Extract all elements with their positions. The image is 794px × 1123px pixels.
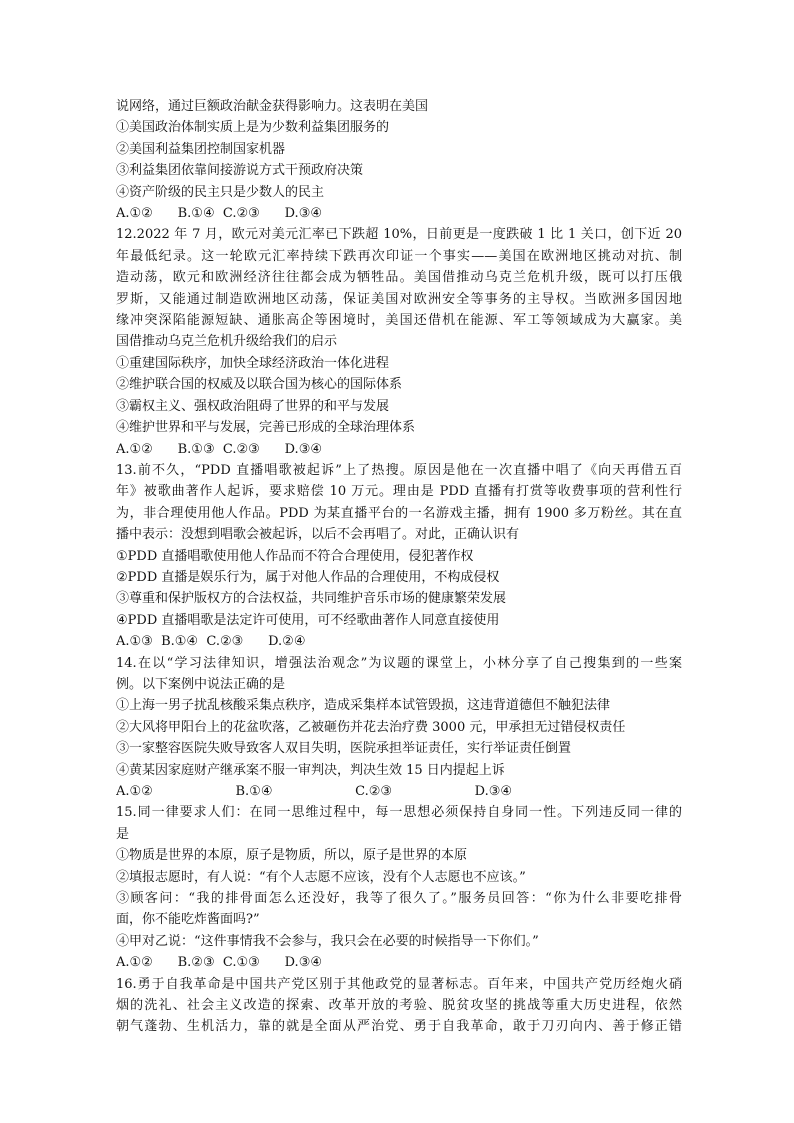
option-line: ③一家整容医院失败导致客人双目失明，医院承担举证责任，实行举证责任倒置 [116, 741, 572, 757]
option-line: ②大风将甲阳台上的花盆吹落，乙被砸伤并花去治疗费 3000 元，甲承担无过错侵权责任 [116, 719, 626, 735]
text-line: 罗斯，又能通过制造欧洲地区动荡，保证美国对欧洲安全等事务的主导权。当欧洲多国因地 [116, 291, 682, 307]
option-line: ③尊重和保护版权方的合法权益，共同维护音乐市场的健康繁荣发展 [116, 591, 507, 607]
text-line: 例。以下案例中说法正确的是 [116, 676, 286, 692]
text-line: 播中表示：没想到唱歌会被起诉，以后不会再唱了。对此，正确认识有 [116, 527, 520, 543]
option-line: ①物质是世界的本原，原子是物质，所以，原子是世界的本原 [116, 848, 468, 864]
option-line: ④黄某因家庭财产继承案不服一审判决，判决生效 15 日内提起上诉 [116, 762, 505, 778]
answer-choices-line: A.①② B.①④ C.②③ D.③④ [116, 206, 323, 222]
option-line: ①美国政治体制实质上是为少数利益集团服务的 [116, 120, 390, 136]
text-line: 15.同一律要求人们：在同一思维过程中，每一思想必须保持自身同一性。下列违反同一律的 [116, 805, 682, 821]
text-line: 为，非合理使用他人作品。PDD 为某直播平台的一名游戏主播，拥有 1900 多万粉丝。其在直 [116, 505, 682, 521]
text-line: 缘冲突深陷能源短缺、通胀高企等困境时，美国还借机在能源、军工等领域成为大赢家。美 [116, 313, 682, 329]
text-line: 烟的洗礼、社会主义改造的探索、改革开放的考验、脱贫攻坚的挑战等重大历史进程，依然 [116, 998, 682, 1014]
option-line: ④PDD 直播唱歌是法定许可使用，可不经歌曲著作人同意直接使用 [116, 612, 500, 628]
text-line: 年最低纪录。这一轮欧元汇率持续下跌再次印证一个事实——美国在欧洲地区挑动对抗、制 [116, 248, 682, 264]
answer-choices-line: A.①② B.①④ C.②③ D.③④ [116, 784, 513, 799]
answer-choices-line: A.①③ B.①④ C.②③ D.②④ [116, 634, 306, 650]
option-line: ②美国利益集团控制国家机器 [116, 141, 286, 157]
text-line: 造动荡，欧元和欧洲经济往往都会成为牺牲品。美国借推动乌克兰危机升级，既可以打压俄 [116, 270, 682, 286]
option-line: ④甲对乙说：“这件事情我不会参与，我只会在必要的时候指导一下你们。” [116, 933, 539, 949]
option-line: ④资产阶级的民主只是少数人的民主 [116, 184, 325, 200]
option-line: ②PDD 直播是娱乐行为，属于对他人作品的合理使用，不构成侵权 [116, 569, 500, 585]
text-line: 面，你不能吃炸酱面吗?” [116, 912, 260, 928]
option-line: ②维护联合国的权威及以联合国为核心的国际体系 [116, 377, 403, 393]
exam-page [116, 96, 682, 1038]
text-line: 国借推动乌克兰危机升级给我们的启示 [116, 334, 338, 350]
text-line: 12.2022 年 7 月，欧元对美元汇率已下跌超 10%，日前更是一度跌破 1 比 1 关口，创下近 20 [116, 227, 682, 243]
text-line: 朝气蓬勃、生机活力，靠的就是全面从严治党、勇于自我革命，敢于刀刃向内、善于修正错 [116, 1019, 682, 1035]
text-line: 14.在以“学习法律知识，增强法治观念”为议题的课堂上，小林分享了自己搜集到的一些案 [116, 655, 682, 671]
option-line: ③霸权主义、强权政治阻碍了世界的和平与发展 [116, 398, 390, 414]
text-line: 是 [116, 826, 130, 842]
text-line: 16.勇于自我革命是中国共产党区别于其他政党的显著标志。百年来，中国共产党历经炮火硝 [116, 976, 682, 992]
text-line: ③顾客问：“我的排骨面怎么还没好，我等了很久了。”服务员回答：“你为什么非要吃排骨 [116, 891, 682, 907]
text-line: 13.前不久，“PDD 直播唱歌被起诉”上了热搜。原因是他在一次直播中唱了《向天再借五百 [116, 462, 682, 478]
option-line: ①PDD 直播唱歌使用他人作品而不符合合理使用，侵犯著作权 [116, 548, 474, 564]
option-line: ②填报志愿时，有人说：“有个人志愿不应该，没有个人志愿也不应该。” [116, 869, 526, 885]
answer-choices-line: A.①② B.①③ C.②③ D.③④ [116, 441, 323, 457]
option-line: ④维护世界和平与发展，完善已形成的全球治理体系 [116, 420, 416, 436]
answer-choices-line: A.①② B.②③ C.①③ D.③④ [116, 955, 323, 971]
text-line: 年》被歌曲著作人起诉，要求赔偿 10 万元。理由是 PDD 直播有打赏等收费事项的营利性行 [116, 484, 682, 500]
option-line: ①上海一男子扰乱核酸采集点秩序，造成采集样本试管毁损，这违背道德但不触犯法律 [116, 698, 611, 714]
option-line: ③利益集团依靠间接游说方式干预政府决策 [116, 163, 364, 179]
option-line: ①重建国际秩序，加快全球经济政治一体化进程 [116, 355, 390, 371]
text-line: 说网络，通过巨额政治献金获得影响力。这表明在美国 [116, 99, 429, 114]
